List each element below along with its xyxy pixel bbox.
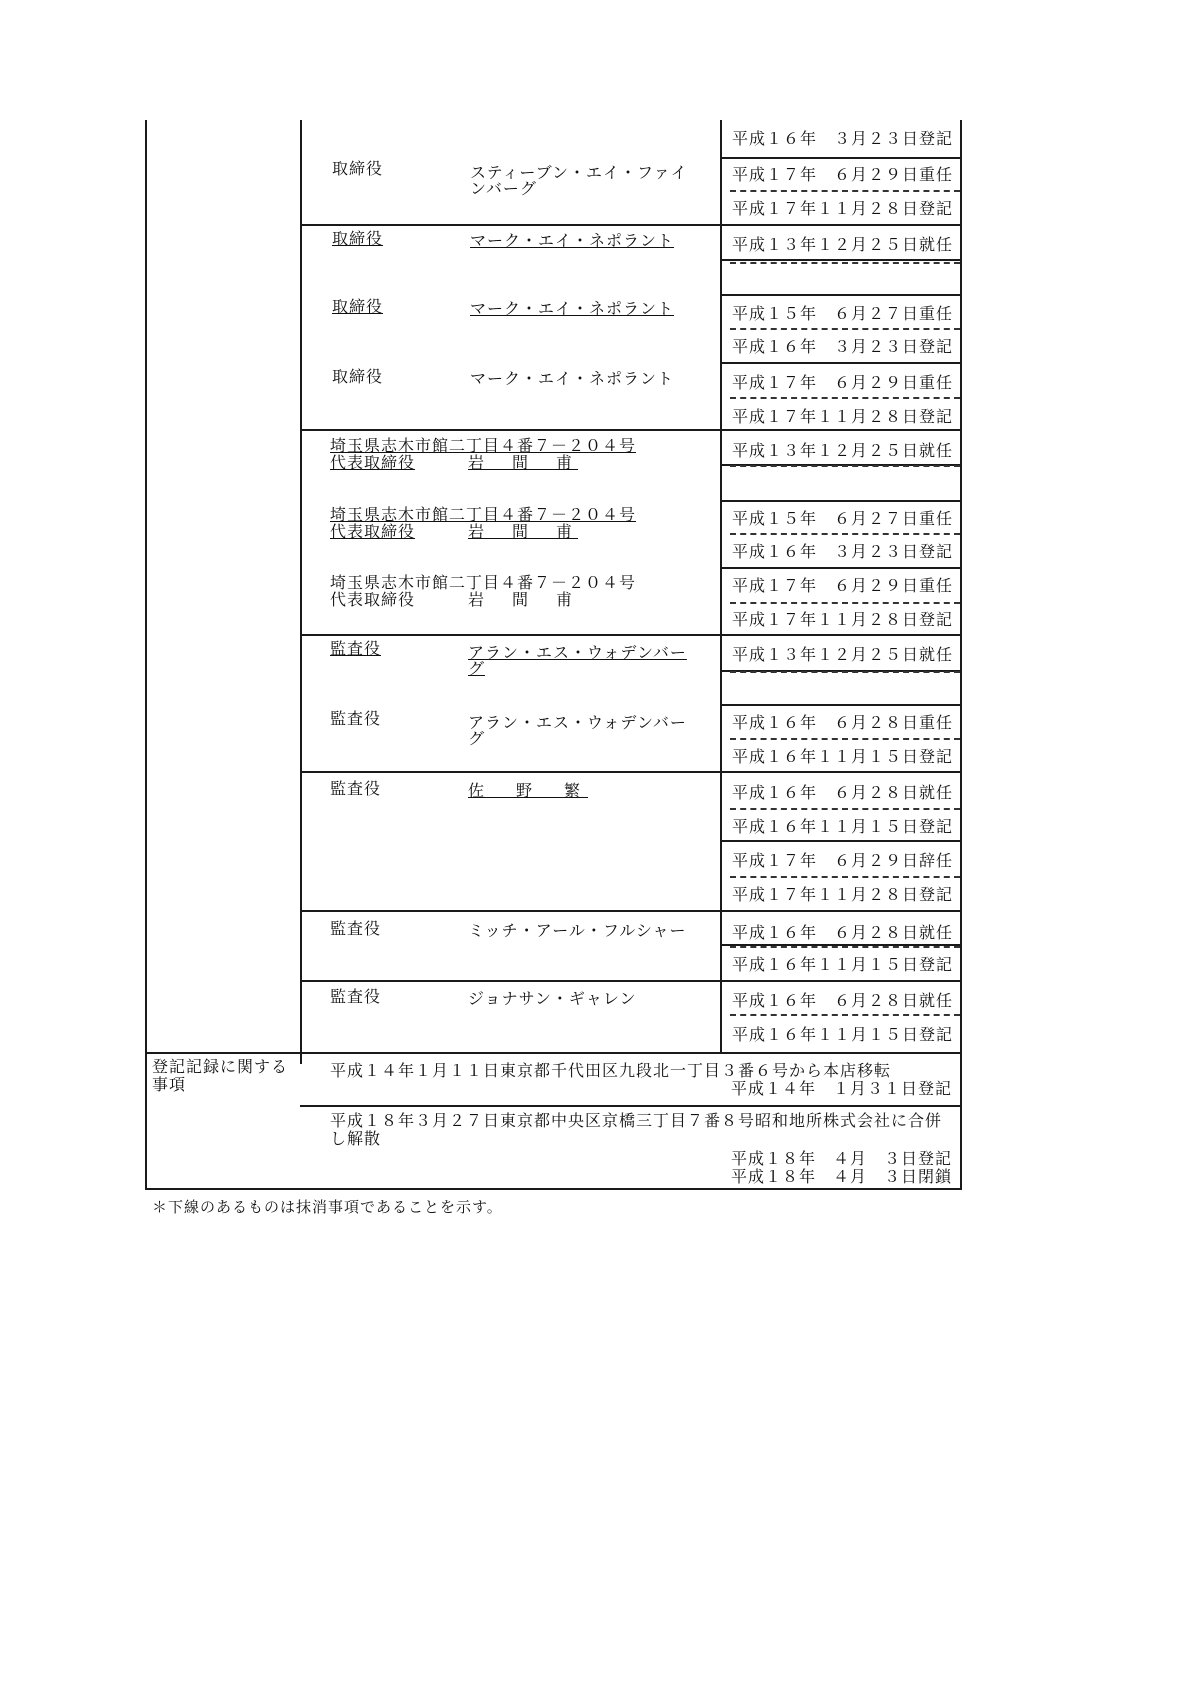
officer-name-line1: アラン・エス・ウォデンバー: [468, 713, 687, 732]
officer-title: 代表取締役: [330, 522, 416, 541]
reappointment-date: 平成１７年 ６月２９日重任: [732, 165, 954, 184]
row-separator: [300, 1105, 962, 1107]
date-separator: [720, 840, 962, 842]
relocation-entry: 平成１４年１月１１日東京都千代田区九段北一丁目３番６号から本店移転: [330, 1061, 892, 1080]
officer-title: 監査役: [330, 987, 382, 1006]
registration-date: 平成１６年 ３月２３日登記: [732, 542, 954, 561]
row-separator: [300, 429, 962, 431]
officer-title: 監査役: [330, 639, 382, 658]
date-dashed-separator: [730, 671, 960, 673]
registration-date: 平成１７年１１月２８日登記: [732, 610, 954, 629]
reappointment-date: 平成１５年 ６月２７日重任: [732, 304, 954, 323]
date-dashed-separator: [730, 328, 960, 330]
date-dashed-separator: [730, 262, 960, 264]
date-dashed-separator: [730, 397, 960, 399]
date-dashed-separator: [730, 876, 960, 878]
officer-title: 監査役: [330, 919, 382, 938]
officer-title: 取締役: [332, 367, 384, 386]
officer-name: マーク・エイ・ネポラント: [470, 231, 675, 250]
officer-name: 岩 間 甫: [468, 522, 579, 541]
reappointment-date: 平成１５年 ６月２７日重任: [732, 509, 954, 528]
merger-entry: 平成１８年３月２７日東京都中央区京橋三丁目７番８号昭和地所株式会社に合併し解散: [330, 1111, 943, 1148]
section-separator: [145, 1052, 962, 1054]
reappointment-date: 平成１７年 ６月２９日重任: [732, 576, 954, 595]
officer-name-line2: グ: [468, 729, 486, 748]
section-label: 登記記録に関する事項: [152, 1057, 289, 1094]
registration-date: 平成１６年１１月１５日登記: [732, 747, 954, 766]
date-dashed-separator: [730, 1014, 960, 1016]
column-divider-label: [300, 120, 302, 1064]
officer-title: 監査役: [330, 779, 382, 798]
address: 埼玉県志木市館二丁目４番７－２０４号: [330, 505, 637, 524]
date-separator: [720, 500, 962, 502]
appointment-date: 平成１３年１２月２５日就任: [732, 235, 954, 254]
appointment-date: 平成１３年１２月２５日就任: [732, 645, 954, 664]
officer-name-line1: スティーブン・エイ・ファイ: [470, 163, 688, 182]
date-separator: [720, 567, 962, 569]
appointment-date: 平成１６年 ６月２８日就任: [732, 991, 954, 1010]
officer-title: 取締役: [332, 297, 384, 316]
officer-name: マーク・エイ・ネポラント: [470, 299, 675, 318]
officer-name-line2: ンバーグ: [470, 179, 537, 198]
date-dashed-separator: [730, 465, 960, 467]
date-dashed-separator: [730, 533, 960, 535]
resignation-date: 平成１７年 ６月２９日辞任: [732, 851, 954, 870]
relocation-registration-date: 平成１４年 １月３１日登記: [730, 1079, 952, 1098]
officer-title: 取締役: [332, 159, 384, 178]
officer-name-line1: アラン・エス・ウォデンバー: [468, 643, 687, 662]
appointment-date: 平成１３年１２月２５日就任: [732, 441, 954, 460]
registration-date: 平成１６年１１月１５日登記: [732, 817, 954, 836]
date-dashed-separator: [730, 190, 960, 192]
date-dashed-separator: [730, 602, 960, 604]
table-left-border: [145, 120, 147, 1190]
date-separator: [720, 362, 962, 364]
date-dashed-separator: [730, 946, 960, 948]
registration-date: 平成１６年１１月１５日登記: [732, 1025, 954, 1044]
registration-date: 平成１７年１１月２８日登記: [732, 885, 954, 904]
appointment-date: 平成１６年 ６月２８日就任: [732, 923, 954, 942]
registration-date: 平成１６年 ３月２３日登記: [732, 337, 954, 356]
footnote: ＊下線のあるものは抹消事項であることを示す。: [152, 1198, 503, 1216]
registration-date: 平成１７年１１月２８日登記: [732, 407, 954, 426]
table-bottom-border: [145, 1188, 962, 1190]
officer-name: 岩 間 甫: [468, 590, 579, 609]
officer-name: マーク・エイ・ネポラント: [470, 369, 675, 388]
officer-name: ミッチ・アール・フルシャー: [468, 921, 687, 940]
row-separator: [300, 980, 962, 982]
officer-title: 監査役: [330, 709, 382, 728]
officer-name: 岩 間 甫: [468, 453, 579, 472]
closure-date: 平成１８年 ４月 ３日閉鎖: [730, 1167, 952, 1186]
date-separator: [720, 294, 962, 296]
address: 埼玉県志木市館二丁目４番７－２０４号: [330, 436, 637, 455]
officer-title: 代表取締役: [330, 453, 416, 472]
date-dashed-separator: [730, 808, 960, 810]
date-separator: [720, 704, 962, 706]
address: 埼玉県志木市館二丁目４番７－２０４号: [330, 573, 637, 592]
row-separator: [300, 634, 962, 636]
reappointment-date: 平成１７年 ６月２９日重任: [732, 373, 954, 392]
row-separator: [300, 224, 962, 226]
officer-name: ジョナサン・ギャレン: [468, 989, 637, 1008]
reappointment-date: 平成１６年 ６月２８日重任: [732, 713, 954, 732]
row-separator: [300, 771, 962, 773]
appointment-date: 平成１６年 ６月２８日就任: [732, 783, 954, 802]
merger-registration-date: 平成１８年 ４月 ３日登記: [730, 1149, 952, 1168]
registration-date: 平成１７年１１月２８日登記: [732, 199, 954, 218]
officer-name: 佐 野 繁: [468, 781, 589, 800]
date-separator: [720, 157, 962, 159]
officer-name-line2: グ: [468, 659, 486, 678]
registration-date: 平成１６年１１月１５日登記: [732, 955, 954, 974]
date-separator: [720, 259, 962, 261]
officer-title: 代表取締役: [330, 590, 416, 609]
officer-title: 取締役: [332, 229, 384, 248]
row-separator: [300, 910, 962, 912]
registration-date: 平成１６年 ３月２３日登記: [732, 129, 954, 148]
date-dashed-separator: [730, 738, 960, 740]
